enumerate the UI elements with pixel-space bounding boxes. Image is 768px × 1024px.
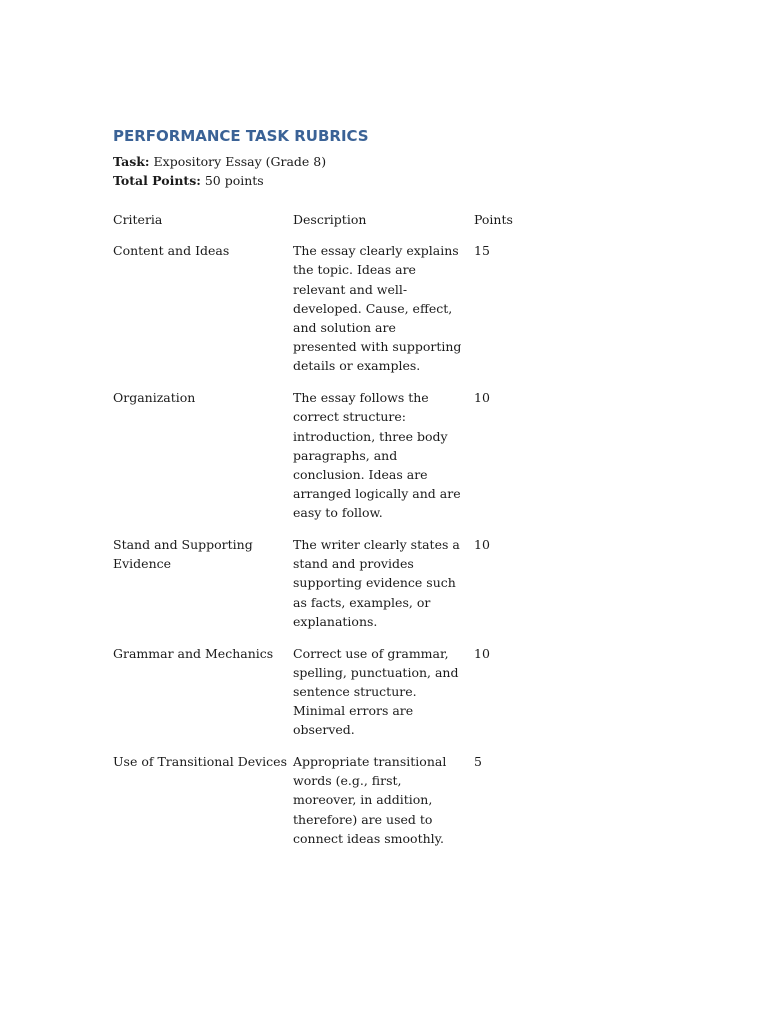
row-description: Appropriate transitional words (e.g., first, moreover, in addition, therefore) are used to connect ideas smoothly. <box>293 754 447 846</box>
total-points-value: 50 points <box>204 173 264 188</box>
row-criteria: Grammar and Mechanics <box>113 645 274 661</box>
task-value: Expository Essay (Grade 8) <box>153 154 327 169</box>
row-description: The writer clearly states a stand and provides supporting evidence such as facts, examples, or explanations. <box>293 537 460 629</box>
table-row <box>113 644 534 753</box>
total-points-line <box>113 171 673 190</box>
row-description: The essay clearly explains the topic. Ideas are relevant and well-developed. Cause, effect, and solution are presented with supporting details or examples. <box>293 243 462 374</box>
table-row <box>113 752 534 861</box>
row-criteria: Use of Transitional Devices <box>113 754 287 770</box>
row-description: The essay follows the correct structure: introduction, three body paragraphs, and conclusion. Ideas are arranged logically and are easy to follow. <box>293 390 461 521</box>
row-criteria: Stand and Supporting Evidence <box>113 537 253 572</box>
task-label: Task: <box>113 154 150 169</box>
row-points: 10 <box>474 645 490 661</box>
row-points: 15 <box>474 243 490 259</box>
table-row <box>113 535 534 644</box>
document-page <box>113 126 673 861</box>
total-points-label: Total Points: <box>113 173 201 188</box>
header-points: Points <box>474 212 513 227</box>
row-points: 10 <box>474 537 490 553</box>
header-criteria: Criteria <box>113 212 163 227</box>
row-points: 5 <box>474 754 482 770</box>
rubric-header-row <box>113 210 534 241</box>
row-criteria: Organization <box>113 390 196 406</box>
header-description: Description <box>293 212 367 227</box>
rubric-table <box>113 210 534 861</box>
document-title: PERFORMANCE TASK RUBRICS <box>113 127 369 145</box>
task-line <box>113 152 673 171</box>
row-points: 10 <box>474 390 490 406</box>
row-description: Correct use of grammar, spelling, punctuation, and sentence structure. Minimal errors are observed. <box>293 645 459 738</box>
row-criteria: Content and Ideas <box>113 243 230 259</box>
table-row <box>113 241 534 388</box>
table-row <box>113 388 534 535</box>
